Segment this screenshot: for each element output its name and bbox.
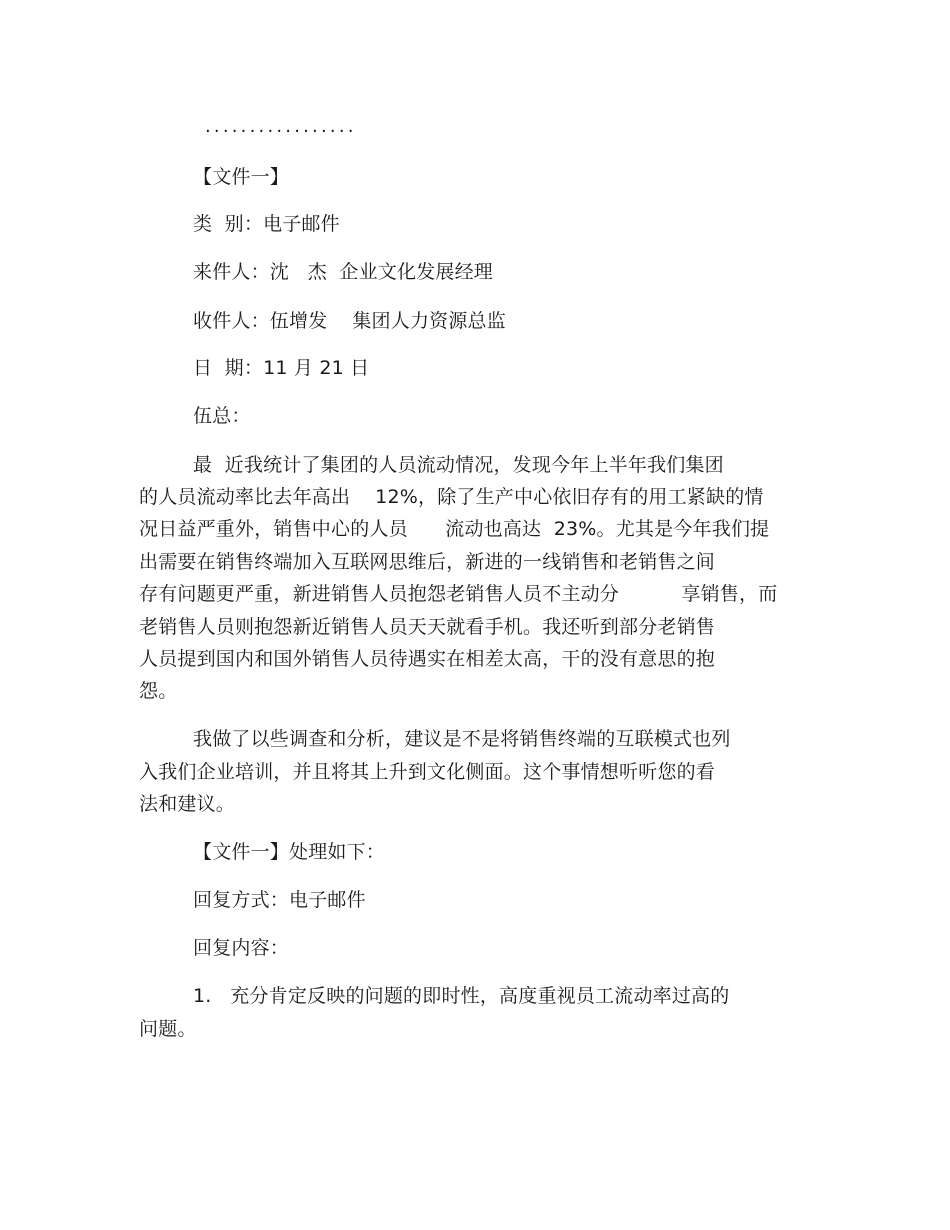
paragraph1-line: 的人员流动率比去年高出 12%，除了生产中心依旧存有的用工紧缺的情: [139, 486, 764, 508]
paragraph1-line: 人员提到国内和国外销售人员待遇实在相差太高，干的没有意思的抱: [139, 648, 716, 670]
paragraph1-line: 最 近我统计了集团的人员流动情况，发现今年上半年我们集团: [193, 454, 724, 476]
file-title: 【文件一】: [193, 166, 290, 188]
date-line: 日 期：11 月 21 日: [193, 357, 370, 379]
paragraph1-line: 存有问题更严重，新进销售人员抱怨老销售人员不主动分 享销售，而: [139, 583, 778, 605]
sender-line: 来件人：沈 杰 企业文化发展经理: [193, 261, 493, 283]
paragraph2-line: 入我们企业培训，并且将其上升到文化侧面。这个事情想听听您的看: [139, 761, 716, 783]
list-item: 问题。: [139, 1018, 197, 1040]
paragraph1-line: 况日益严重外，销售中心的人员 流动也高达 23%。尤其是今年我们提: [139, 518, 770, 540]
list-item: 1. 充分肯定反映的问题的即时性，高度重视员工流动率过高的: [193, 985, 730, 1007]
dotted-leader: .................: [205, 116, 357, 137]
paragraph2-line: 法和建议。: [139, 793, 236, 815]
paragraph1-line: 出需要在销售终端加入互联网思维后，新进的一线销售和老销售之间: [139, 551, 716, 573]
salutation: 伍总：: [193, 405, 251, 427]
paragraph1-line: 怨。: [139, 680, 178, 702]
recipient-line: 收件人：伍增发 集团人力资源总监: [193, 310, 506, 332]
reply-content-label: 回复内容：: [193, 937, 290, 959]
reply-method: 回复方式：电子邮件: [193, 889, 366, 911]
paragraph1-line: 老销售人员则抱怨新近销售人员天天就看手机。我还听到部分老销售: [139, 616, 716, 638]
category-line: 类 别：电子邮件: [193, 213, 340, 235]
paragraph2-line: 我做了以些调查和分析，建议是不是将销售终端的互联模式也列: [193, 728, 731, 750]
handling-title: 【文件一】处理如下：: [193, 841, 386, 863]
